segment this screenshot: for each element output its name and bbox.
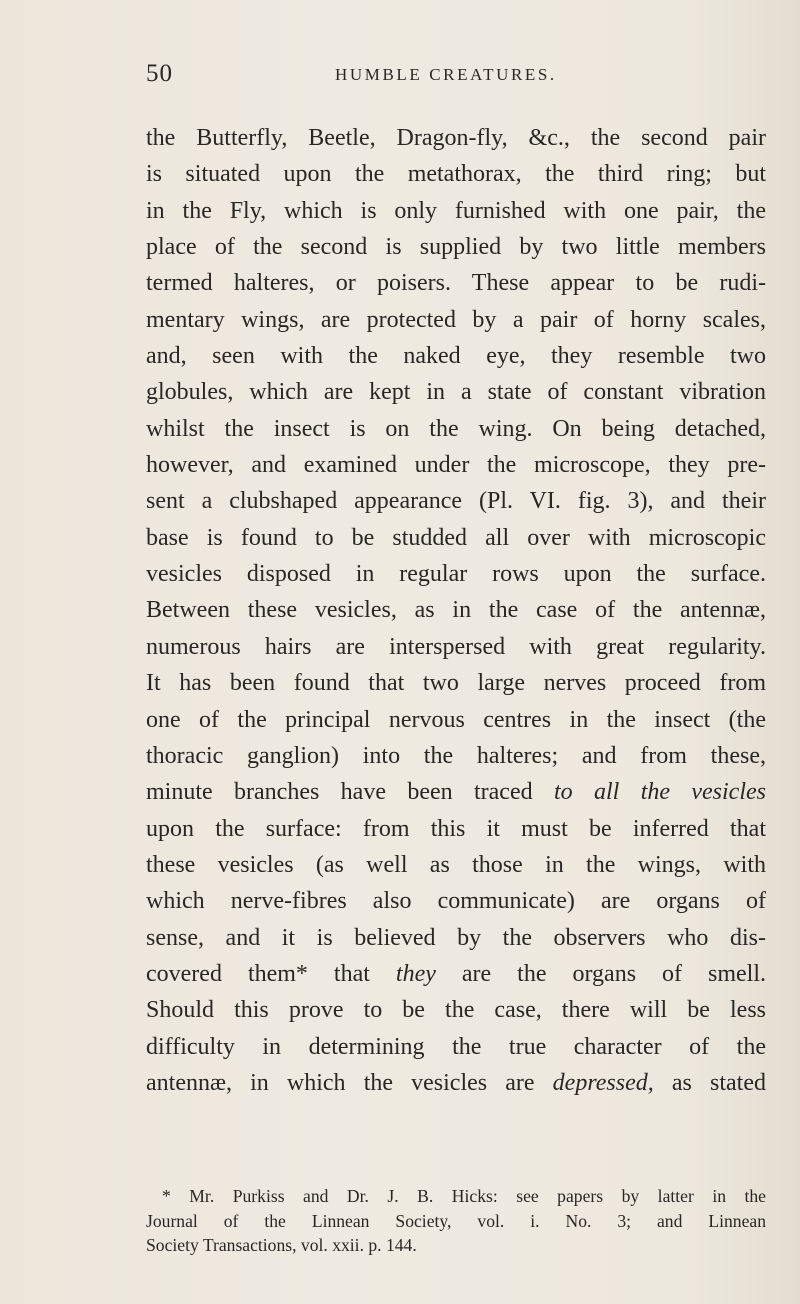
text-line: globules, which are kept in a state of constant vibration (146, 379, 766, 406)
text-line: whilst the insect is on the wing. On being detached, (146, 415, 766, 442)
text-line: covered them* that they are the organs of smell. (146, 960, 766, 987)
text-line: numerous hairs are interspersed with great regularity. (146, 633, 766, 660)
text-line: base is found to be studded all over with microscopic (146, 524, 766, 551)
text-line: minute branches have been traced to all the vesicles (146, 779, 766, 806)
text-line: sense, and it is believed by the observers who dis- (146, 924, 766, 951)
text-line: mentary wings, are protected by a pair of horny scales, (146, 306, 766, 333)
text-line: It has been found that two large nerves proceed from (146, 670, 766, 697)
text-line: which nerve-fibres also communicate) are organs of (146, 888, 766, 915)
text-line: difficulty in determining the true character of the (146, 1033, 766, 1060)
text-line: upon the surface: from this it must be inferred that (146, 815, 766, 842)
footnote-line: * Mr. Purkiss and Dr. J. B. Hicks: see papers by latter in the (162, 1186, 766, 1206)
body-text (146, 120, 766, 1101)
text-line: is situated upon the metathorax, the third ring; but (146, 161, 766, 188)
text-line: Between these vesicles, as in the case of the antennæ, (146, 597, 766, 624)
text-line: these vesicles (as well as those in the wings, with (146, 851, 766, 878)
text-line: place of the second is supplied by two little members (146, 234, 766, 261)
text-line: Should this prove to be the case, there will be less (146, 997, 766, 1024)
text-line: vesicles disposed in regular rows upon the surface. (146, 561, 766, 588)
footnote-line: Society Transactions, vol. xxii. p. 144. (146, 1235, 417, 1255)
text-line: antennæ, in which the vesicles are depressed, as stated (146, 1069, 766, 1096)
text-line: in the Fly, which is only furnished with one pair, the (146, 197, 766, 224)
page-number: 50 (146, 60, 173, 87)
page-header (0, 60, 800, 94)
text-line: sent a clubshaped appearance (Pl. VI. fig. 3), and their (146, 488, 766, 515)
text-line: and, seen with the naked eye, they resemble two (146, 343, 766, 370)
running-title: HUMBLE CREATURES. (335, 65, 557, 84)
text-line: termed halteres, or poisers. These appear to be rudi- (146, 270, 766, 297)
text-line: however, and examined under the microscope, they pre- (146, 452, 766, 479)
text-line: one of the principal nervous centres in the insect (the (146, 706, 766, 733)
text-line: the Butterfly, Beetle, Dragon-fly, &c., the second pair (146, 125, 766, 151)
footnote-line: Journal of the Linnean Society, vol. i. No. 3; and Linnean (146, 1210, 766, 1231)
footnote (146, 1184, 766, 1258)
text-line: thoracic ganglion) into the halteres; and from these, (146, 742, 766, 769)
